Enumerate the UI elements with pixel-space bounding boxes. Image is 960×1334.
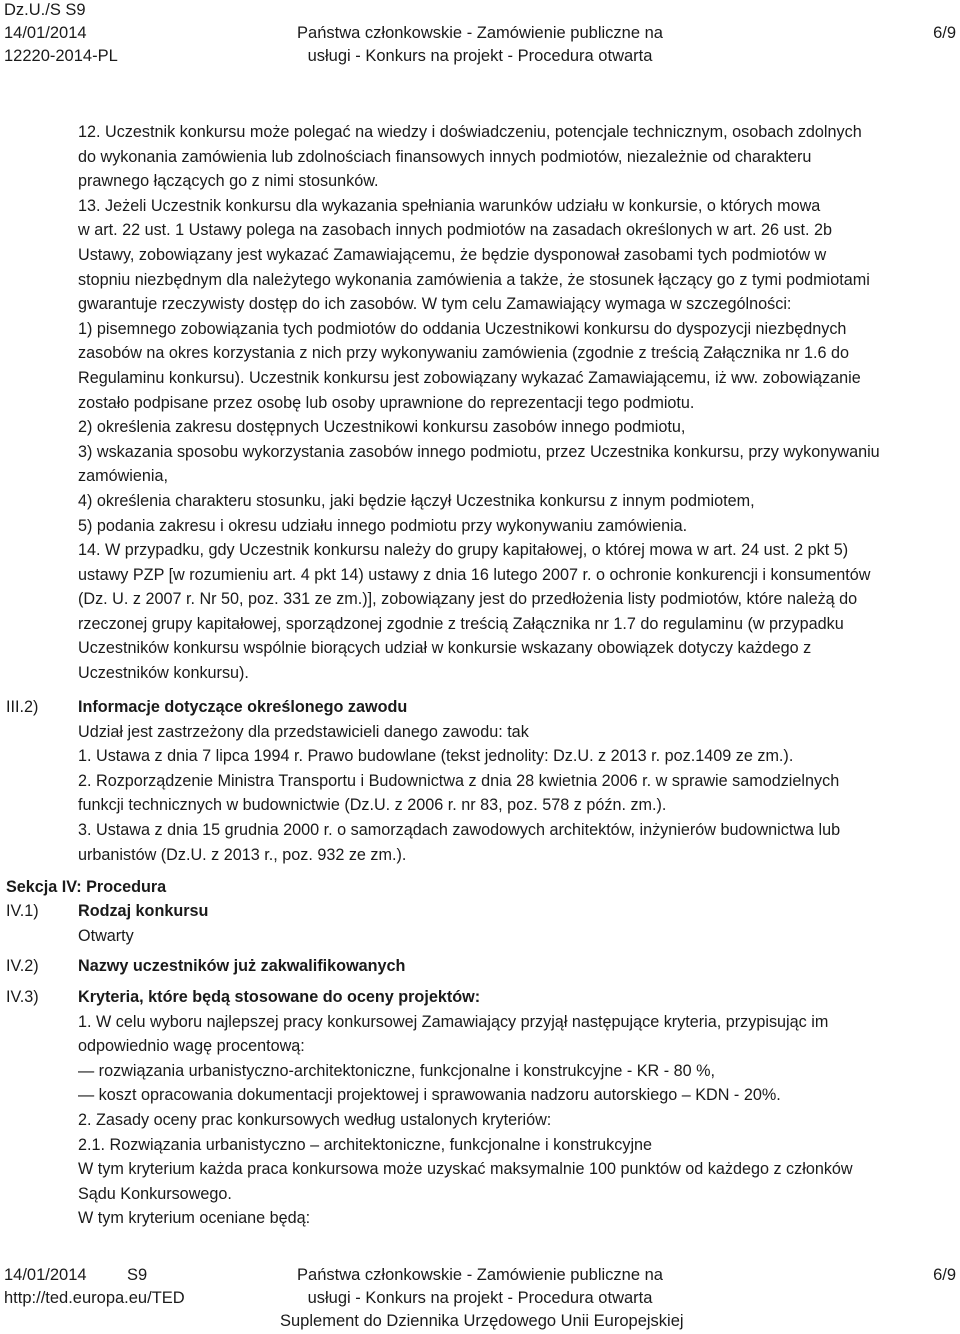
text-line: Uczestników konkursu). <box>78 664 249 683</box>
text-line: 3. Ustawa z dnia 15 grudnia 2000 r. o samorządach zawodowych architektów, inżynierów budownictwa lub <box>78 820 841 839</box>
contest-type-value: Otwarty <box>78 926 134 945</box>
text-line: Sądu Konkursowego. <box>78 1184 232 1203</box>
text-line: Ustawy, zobowiązany jest wykazać Zamawiającemu, że będzie dysponował zasobami tych podmiotów w <box>78 245 827 264</box>
text-line: — rozwiązania urbanistyczno-architektoniczne, funkcjonalne i konstrukcyjne - KR - 80 %, <box>78 1061 715 1080</box>
text-line: rzeczonej grupy kapitałowej, sporządzonej zgodnie z treścią Załącznika nr 1.7 do regulaminu (w przypadku <box>78 614 844 633</box>
text-line: — koszt opracowania dokumentacji projektowej i sprawowania nadzoru autorskiego – KDN - 20%. <box>78 1086 781 1105</box>
text-line: gwarantuje rzeczywisty dostęp do ich zasobów. W tym celu Zamawiający wymaga w szczególności: <box>78 295 792 314</box>
text-line: zostało podpisane przez osobę lub osoby uprawnione do reprezentacji tego podmiotu. <box>78 393 695 412</box>
header-page-number: 6/9 <box>933 24 956 42</box>
text-line: 2) określenia zakresu dostępnych Uczestnikowi konkursu zasobów innego podmiotu, <box>78 418 686 437</box>
footer-page-number: 6/9 <box>933 1266 956 1284</box>
section-label-iv-3: IV.3) <box>6 988 39 1006</box>
journal-ref: Dz.U./S S9 <box>4 1 86 19</box>
footer-series: S9 <box>127 1266 148 1284</box>
text-line: 1) pisemnego zobowiązania tych podmiotów do oddania Uczestnikowi konkursu do dyspozycji niezbędnych <box>78 319 847 338</box>
section-label-iv-2: IV.2) <box>6 957 39 975</box>
header-doc-id: 12220-2014-PL <box>4 47 118 65</box>
section-heading: Rodzaj konkursu <box>78 902 209 920</box>
footer-title-line1: Państwa członkowskie - Zamówienie publiczne na <box>297 1266 663 1284</box>
section-heading: Informacje dotyczące określonego zawodu <box>78 698 408 716</box>
text-line: Udział jest zastrzeżony dla przedstawicieli danego zawodu: tak <box>78 722 529 741</box>
header-date: 14/01/2014 <box>4 24 87 42</box>
text-line: 2. Zasady oceny prac konkursowych według ustalonych kryteriów: <box>78 1110 552 1129</box>
text-line: 3) wskazania sposobu wykorzystania zasobów innego podmiotu, przez Uczestnika konkursu, przy wykonywaniu <box>78 442 880 461</box>
text-line: 12. Uczestnik konkursu może polegać na wiedzy i doświadczeniu, potencjale technicznym, osobach zdolnych <box>78 123 862 141</box>
text-line: 13. Jeżeli Uczestnik konkursu dla wykazania spełniania warunków udziału w konkursie, o których mowa <box>78 196 821 215</box>
text-line: Uczestników konkursu wspólnie biorących udział w konkursie wskazany obowiązek dotyczy każdego z <box>78 639 812 658</box>
section-title-iv: Sekcja IV: Procedura <box>6 878 167 896</box>
section-heading: Kryteria, które będą stosowane do oceny projektów: <box>78 988 481 1006</box>
section-label-iv-1: IV.1) <box>6 902 39 920</box>
text-line: 1. W celu wyboru najlepszej pracy konkursowej Zamawiający przyjął następujące kryteria, przypisując im <box>78 1012 829 1031</box>
contest-type <box>78 899 956 948</box>
text-line: 2. Rozporządzenie Ministra Transportu i Budownictwa z dnia 28 kwietnia 2006 r. w sprawie samodzielnych <box>78 771 840 790</box>
footer-supplement: Suplement do Dziennika Urzędowego Unii Europejskiej <box>280 1312 684 1330</box>
qualified-participants <box>78 954 956 979</box>
section-label-iii-2: III.2) <box>6 698 39 716</box>
conditions-text <box>78 120 956 686</box>
footer-title-line2: usługi - Konkurs na projekt - Procedura otwarta <box>307 1289 653 1307</box>
footer-date: 14/01/2014 <box>4 1266 87 1284</box>
evaluation-criteria <box>78 985 956 1231</box>
text-line: ustawy PZP [w rozumieniu art. 4 pkt 14) ustawy z dnia 16 lutego 2007 r. o ochronie konkurencji i konsumentów <box>78 565 871 584</box>
text-line: 2.1. Rozwiązania urbanistyczno – architektoniczne, funkcjonalne i konstrukcyjne <box>78 1135 653 1154</box>
text-line: W tym kryterium każda praca konkursowa może uzyskać maksymalnie 100 punktów od każdego z członków <box>78 1160 853 1179</box>
text-line: do wykonania zamówienia lub zdolnościach finansowych innych podmiotów, niezależnie od charakteru <box>78 147 812 166</box>
text-line: 5) podania zakresu i okresu udziału innego podmiotu przy wykonywaniu zamówienia. <box>78 516 688 535</box>
text-line: (Dz. U. z 2007 r. Nr 50, poz. 331 ze zm.)], zobowiązany jest do przedłożenia listy podmiotów, które należą do <box>78 590 858 609</box>
text-line: w art. 22 ust. 1 Ustawy polega na zasobach innych podmiotów na zasadach określonych w art. 26 ust. 2b <box>78 221 833 240</box>
text-line: stopniu niezbędnym dla należytego wykonania zamówienia a także, że stosunek łączący go z tymi podmiotami <box>78 270 870 289</box>
text-line: funkcji technicznych w budownictwie (Dz.U. z 2006 r. nr 83, poz. 578 z późn. zm.). <box>78 796 667 815</box>
text-line: 4) określenia charakteru stosunku, jaki będzie łączył Uczestnika konkursu z innym podmiotem, <box>78 491 755 510</box>
header-title-line2: usługi - Konkurs na projekt - Procedura otwarta <box>307 47 653 65</box>
text-line: 1. Ustawa z dnia 7 lipca 1994 r. Prawo budowlane (tekst jednolity: Dz.U. z 2013 r. poz.1409 ze zm.). <box>78 747 794 766</box>
text-line: prawnego łączących go z nimi stosunków. <box>78 172 379 191</box>
text-line: odpowiednio wagę procentową: <box>78 1037 305 1056</box>
profession-info <box>78 695 956 867</box>
text-line: 14. W przypadku, gdy Uczestnik konkursu należy do grupy kapitałowej, o której mowa w art. 24 ust. 2 pkt 5) <box>78 541 849 560</box>
text-line: zasobów na okres korzystania z nich przy wykonywaniu zamówienia (zgodnie z treścią Załącznika nr 1.6 do <box>78 344 850 363</box>
header-title-line1: Państwa członkowskie - Zamówienie publiczne na <box>297 24 663 42</box>
footer-url-link[interactable]: http://ted.europa.eu/TED <box>4 1289 185 1307</box>
text-line: urbanistów (Dz.U. z 2013 r., poz. 932 ze zm.). <box>78 845 407 864</box>
text-line: zamówienia, <box>78 467 168 486</box>
text-line: W tym kryterium oceniane będą: <box>78 1209 311 1228</box>
section-heading: Nazwy uczestników już zakwalifikowanych <box>78 957 406 975</box>
text-line: Regulaminu konkursu). Uczestnik konkursu jest zobowiązany wykazać Zamawiającemu, iż ww. zobowiązanie <box>78 368 861 387</box>
